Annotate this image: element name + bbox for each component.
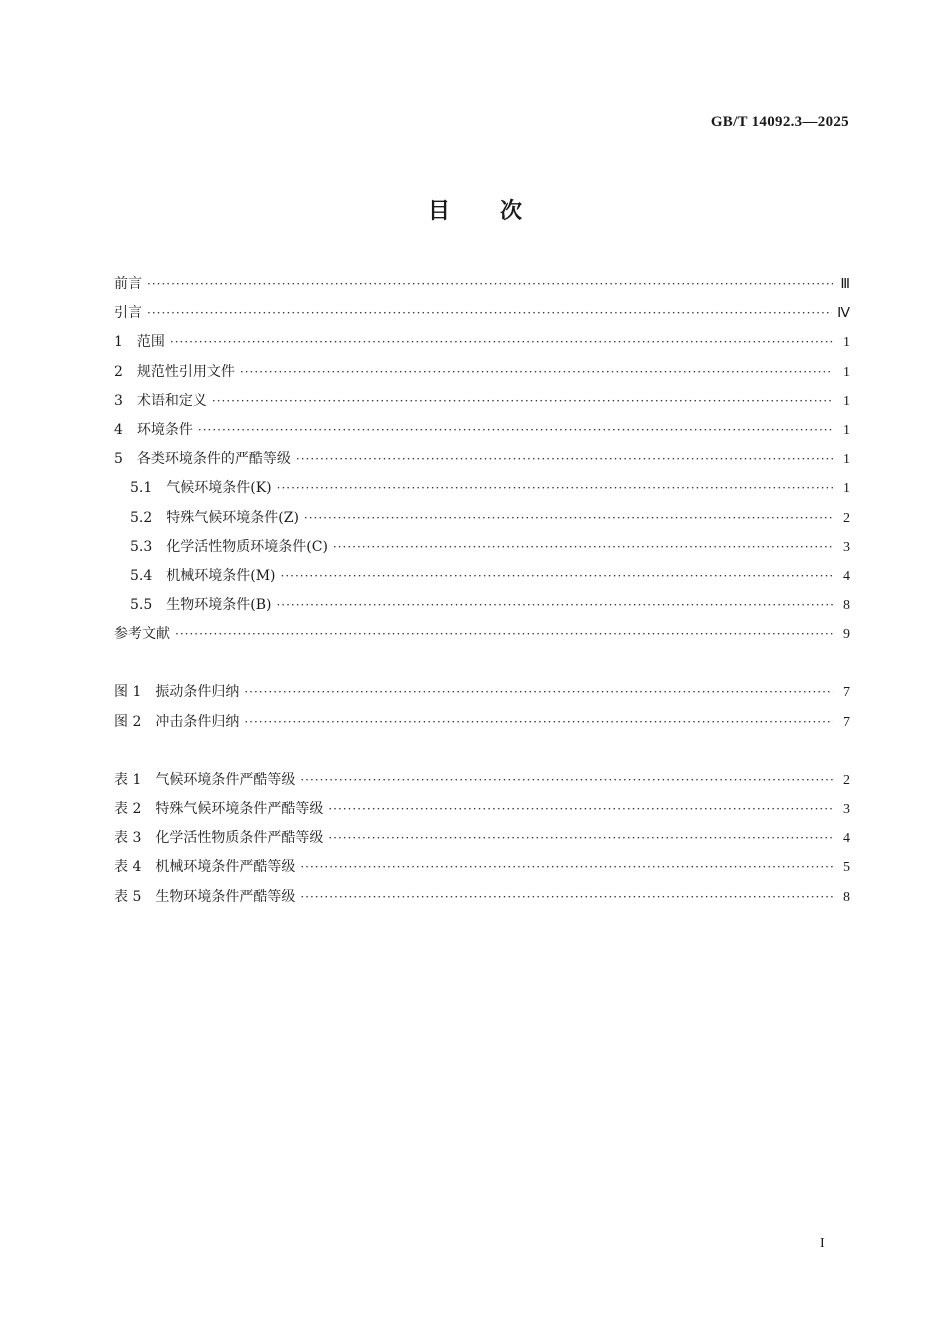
section-entry-label: 术语和定义 bbox=[136, 392, 207, 409]
figure-entry-label: 振动条件归纳 bbox=[155, 684, 240, 701]
section-entry[interactable] bbox=[114, 504, 850, 533]
table-entry-page: 3 bbox=[843, 802, 850, 817]
page-title: 目次 bbox=[427, 199, 572, 224]
section-entry[interactable] bbox=[114, 620, 850, 649]
section-entry-number: 5.1 bbox=[130, 480, 153, 497]
toc-tables-list bbox=[114, 766, 850, 912]
dot-leader bbox=[300, 853, 833, 882]
table-entry-label: 化学活性物质条件严酷等级 bbox=[155, 830, 324, 847]
table-entry-label: 特殊气候环境条件严酷等级 bbox=[155, 801, 324, 817]
toc-figures-list bbox=[114, 678, 850, 736]
dot-leader bbox=[281, 562, 833, 591]
table-entry-page: 4 bbox=[843, 831, 850, 847]
figure-entry-label: 冲击条件归纳 bbox=[155, 713, 240, 730]
dot-leader bbox=[240, 358, 833, 387]
toc-spacer bbox=[114, 649, 850, 678]
figure-entry-number: 图 2 bbox=[114, 713, 142, 730]
table-entry-number: 表 5 bbox=[114, 888, 142, 905]
dot-leader bbox=[328, 824, 833, 853]
table-entry-page: 2 bbox=[843, 772, 850, 788]
section-entry-page: 9 bbox=[843, 627, 850, 643]
section-entry-page: 1 bbox=[843, 422, 850, 438]
table-entry[interactable] bbox=[114, 795, 850, 824]
dot-leader bbox=[198, 416, 833, 445]
section-entry-label: 各类环境条件的严酷等级 bbox=[136, 451, 291, 468]
section-entry-page: 1 bbox=[843, 481, 850, 497]
section-entry-label: 环境条件 bbox=[136, 421, 193, 438]
dot-leader bbox=[175, 620, 833, 649]
figure-entry-page: 7 bbox=[843, 714, 850, 730]
dot-leader bbox=[296, 445, 833, 474]
figure-entry[interactable] bbox=[114, 678, 850, 707]
table-entry-number: 表 4 bbox=[114, 859, 142, 876]
section-entry[interactable] bbox=[114, 328, 850, 357]
section-entry-number: 5.2 bbox=[130, 509, 153, 526]
section-entry-number: 5 bbox=[114, 451, 123, 468]
dot-leader bbox=[170, 328, 833, 357]
section-entry-page: 4 bbox=[843, 568, 850, 584]
table-entry-label: 机械环境条件严酷等级 bbox=[155, 859, 296, 876]
section-entry-label: 特殊气候环境条件(Z) bbox=[166, 509, 299, 526]
table-entry-page: 8 bbox=[843, 889, 850, 905]
dot-leader bbox=[300, 766, 833, 795]
section-entry-number: 2 bbox=[114, 363, 123, 380]
section-entry[interactable] bbox=[114, 533, 850, 562]
section-entry[interactable] bbox=[114, 445, 850, 474]
section-entry-page: 1 bbox=[843, 364, 850, 380]
section-entry-label: 参考文献 bbox=[114, 626, 170, 643]
section-entry[interactable] bbox=[114, 299, 850, 328]
section-entry-page: Ⅲ bbox=[840, 277, 850, 292]
dot-leader bbox=[244, 678, 833, 707]
section-entry-number: 4 bbox=[114, 421, 123, 438]
figure-entry-page: 7 bbox=[843, 685, 850, 701]
table-entry-number: 表 3 bbox=[114, 830, 142, 847]
section-entry[interactable] bbox=[114, 387, 850, 416]
dot-leader bbox=[212, 387, 833, 416]
table-entry-label: 生物环境条件严酷等级 bbox=[155, 888, 296, 905]
table-entry[interactable] bbox=[114, 853, 850, 882]
toc-sections-list bbox=[114, 270, 850, 649]
section-entry-label: 机械环境条件(M) bbox=[166, 567, 276, 584]
section-entry-number: 3 bbox=[114, 392, 123, 409]
table-entry-number: 表 1 bbox=[114, 771, 142, 788]
section-entry-label: 规范性引用文件 bbox=[136, 363, 235, 380]
section-entry-number: 5.4 bbox=[130, 567, 153, 584]
table-entry-page: 5 bbox=[843, 860, 850, 876]
section-entry[interactable] bbox=[114, 591, 850, 620]
section-entry[interactable] bbox=[114, 270, 850, 299]
table-entry-label: 气候环境条件严酷等级 bbox=[155, 771, 296, 788]
section-entry-label: 范围 bbox=[136, 334, 165, 351]
dot-leader bbox=[277, 474, 833, 503]
section-entry-page: 2 bbox=[843, 510, 850, 526]
figure-entry[interactable] bbox=[114, 708, 850, 737]
section-entry-label: 引言 bbox=[114, 305, 142, 322]
section-entry-number: 1 bbox=[114, 334, 123, 351]
section-entry-page: 1 bbox=[843, 393, 850, 409]
dot-leader bbox=[328, 795, 833, 824]
toc-spacer bbox=[114, 737, 850, 766]
section-entry-label: 气候环境条件(K) bbox=[166, 480, 272, 497]
page-number: I bbox=[820, 1236, 825, 1251]
dot-leader bbox=[300, 883, 833, 912]
dot-leader bbox=[304, 504, 833, 533]
dot-leader bbox=[276, 591, 833, 620]
table-entry[interactable] bbox=[114, 883, 850, 912]
section-entry-number: 5.5 bbox=[130, 597, 153, 614]
table-entry[interactable] bbox=[114, 824, 850, 853]
section-entry-page: Ⅳ bbox=[837, 306, 850, 322]
standard-number: GB/T 14092.3—2025 bbox=[710, 114, 849, 130]
section-entry-label: 生物环境条件(B) bbox=[166, 597, 272, 614]
section-entry[interactable] bbox=[114, 562, 850, 591]
section-entry-page: 1 bbox=[843, 335, 850, 351]
table-entry-number: 表 2 bbox=[114, 801, 142, 817]
section-entry-page: 8 bbox=[843, 598, 850, 614]
section-entry-page: 3 bbox=[843, 539, 850, 555]
table-of-contents bbox=[114, 270, 850, 912]
section-entry[interactable] bbox=[114, 358, 850, 387]
section-entry-page: 1 bbox=[843, 452, 850, 468]
dot-leader bbox=[147, 270, 833, 299]
dot-leader bbox=[147, 299, 832, 328]
dot-leader bbox=[244, 708, 833, 737]
figure-entry-number: 图 1 bbox=[114, 684, 142, 701]
section-entry-label: 前言 bbox=[114, 276, 142, 292]
section-entry[interactable] bbox=[114, 416, 850, 445]
dot-leader bbox=[333, 533, 833, 562]
section-entry[interactable] bbox=[114, 474, 850, 503]
table-entry[interactable] bbox=[114, 766, 850, 795]
section-entry-label: 化学活性物质环境条件(C) bbox=[166, 538, 328, 555]
section-entry-number: 5.3 bbox=[130, 538, 153, 555]
